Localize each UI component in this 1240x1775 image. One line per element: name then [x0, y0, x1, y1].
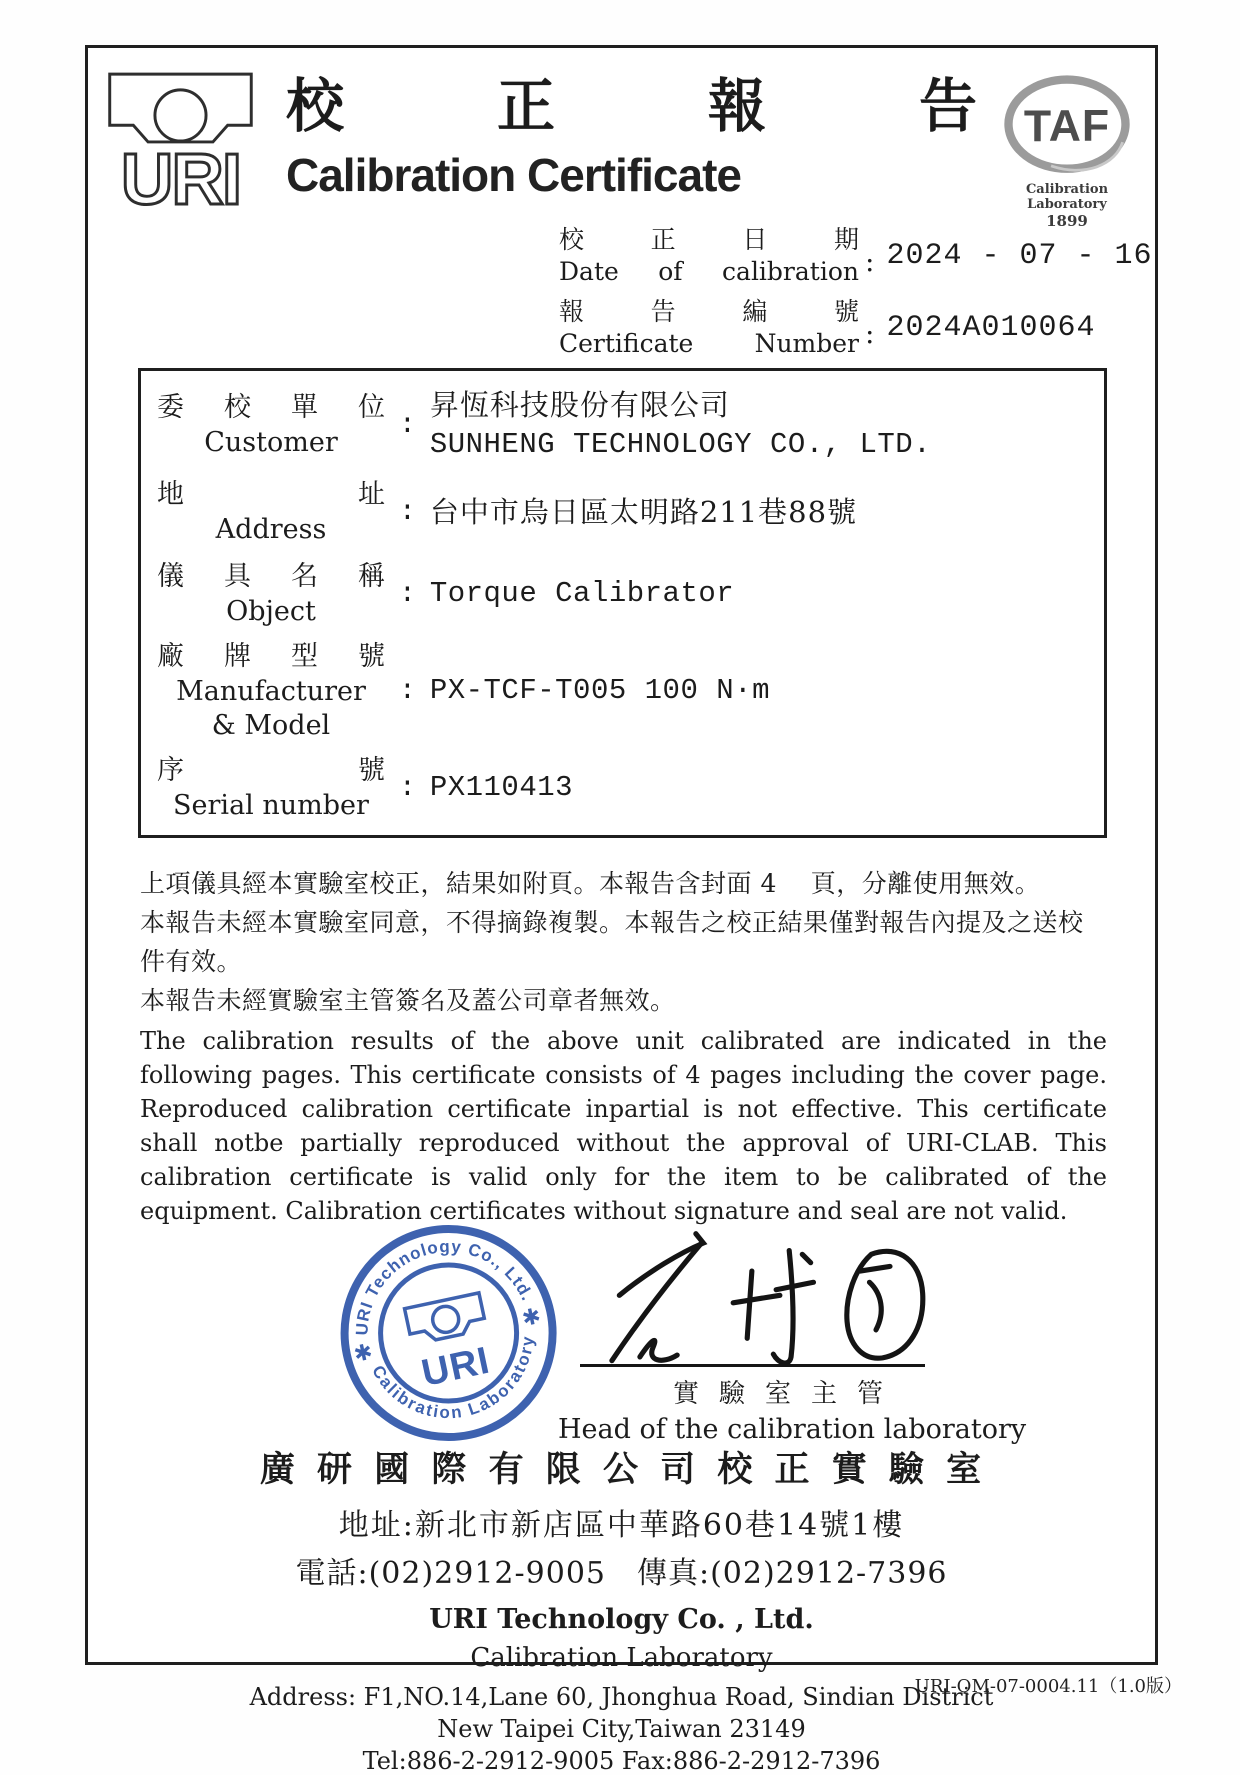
lab-address-en: Address: F1,NO.14,Lane 60, Jhonghua Road, Sindian District [249, 1683, 994, 1711]
colon: : [399, 675, 416, 707]
manufacturer-label-zh: 廠 牌 型 號 [157, 641, 385, 672]
calibration-date-label-en: Date of calibration [559, 257, 859, 286]
calibration-date-row [559, 224, 1153, 288]
meta-block [559, 224, 1153, 360]
manufacturer-label [157, 639, 385, 743]
title-english: Calibration Certificate [286, 149, 741, 201]
supervisor-title-zh: 實 驗 室 主 管 [673, 1379, 883, 1409]
title-chinese: 校 正 報 告 [286, 72, 977, 140]
manufacturer-model-text: PX-TCF-T005 100 N·m [429, 674, 770, 707]
object-value [430, 574, 734, 614]
supervisor-title-en: Head of the calibration laboratory [558, 1414, 1027, 1445]
colon: : [865, 244, 875, 278]
calibration-date-label-zh: 校 正 日 期 [559, 225, 859, 254]
certificate-number-value: 2024A010064 [886, 311, 1096, 345]
table-row-customer [141, 379, 1104, 471]
statement-zh-line2: 本報告未經本實驗室同意，不得摘錄複製。本報告之校正結果僅對報告內提及之送校件有效。 [140, 908, 1084, 976]
customer-label-zh: 委 校 單 位 [157, 392, 385, 423]
taf-year: 1899 [1046, 212, 1088, 230]
calibration-date-value: 2024 - 07 - 16 [886, 239, 1153, 273]
statement-english: The calibration results of the above unit calibrated are indicated in the following pages. This certificate consists of 4 pages including the cover page. Reproduced calibration certificate inpartial is not effective. This certificate shall notbe partially reproduced without the approval of URI-CLAB. This calibration certificate is valid only for the item to be calibrated of the equipment. Calibration certificates without signature and seal are not valid. [140, 1027, 1107, 1225]
signature-block [558, 1230, 1027, 1445]
uri-logo-text: URI [120, 138, 241, 214]
table-row-object [141, 553, 1104, 635]
statement-zh-line3: 本報告未經實驗室主管簽名及蓋公司章者無效。 [140, 986, 676, 1015]
taf-logo-icon [997, 74, 1137, 178]
customer-value [430, 385, 931, 465]
stamp-center-text: URI [418, 1339, 494, 1395]
address-label-zh: 地 址 [157, 479, 385, 510]
title-block [266, 64, 991, 202]
table-row-address [141, 471, 1104, 553]
certificate-number-row [559, 296, 1119, 360]
manufacturer-label-en: Manufacturer [176, 676, 366, 707]
stamp-star-left-icon: ✱ [351, 1339, 375, 1368]
uri-logo-icon [94, 64, 266, 214]
taf-block [991, 74, 1143, 230]
colon: : [399, 409, 416, 441]
signoff-area [88, 1228, 1155, 1445]
colon: : [399, 578, 416, 610]
statement-zh-line1: 上項儀具經本實驗室校正，結果如附頁。本報告含封面 4 頁，分離使用無效。 [140, 869, 1041, 898]
lab-name-en: URI Technology Co. , Ltd. [429, 1604, 814, 1635]
serial-label-zh: 序 號 [157, 755, 385, 786]
document-code: URI-QM-07-0004.11（1.0版） [914, 1676, 1182, 1697]
customer-name-en: SUNHENG TECHNOLOGY CO., LTD. [429, 428, 932, 461]
serial-value [430, 768, 573, 808]
instrument-info-table [138, 368, 1107, 838]
uri-logo [94, 64, 266, 218]
laboratory-info [88, 1442, 1155, 1775]
manufacturer-label-en2: & Model [211, 710, 331, 741]
address-label-en: Address [215, 514, 327, 545]
taf-label: Calibration Laboratory [1025, 182, 1109, 212]
certificate-number-label-zh: 報 告 編 號 [559, 297, 859, 326]
lab-tel-en: Tel:886-2-2912-9005 Fax:886-2-2912-7396 [362, 1747, 881, 1775]
taf-logo-text: TAF [1023, 101, 1111, 151]
address-value [430, 492, 857, 532]
address-text: 台中市烏日區太明路211巷88號 [429, 495, 858, 529]
address-label [157, 477, 385, 547]
serial-text: PX110413 [429, 771, 574, 804]
customer-label [157, 390, 385, 460]
signature-line [580, 1364, 925, 1367]
uri-lab-stamp [315, 1199, 584, 1471]
serial-label-en: Serial number [173, 790, 369, 821]
table-row-manufacturer-model [141, 635, 1104, 747]
object-label [157, 559, 385, 629]
lab-address-zh: 地址:新北市新店區中華路60巷14號1樓 [338, 1508, 905, 1543]
stamp-star-right-icon: ✱ [519, 1303, 544, 1333]
lab-city-en: New Taipei City,Taiwan 23149 [437, 1715, 806, 1743]
certificate-number-label [559, 296, 859, 360]
customer-label-en: Customer [204, 427, 338, 458]
object-text: Torque Calibrator [429, 577, 735, 610]
colon: : [399, 496, 416, 528]
lab-name-zh: 廣 研 國 際 有 限 公 司 校 正 實 驗 室 [259, 1449, 984, 1490]
object-label-en: Object [226, 596, 316, 627]
certificate-number-label-en: Certificate Number [559, 329, 859, 358]
header [88, 48, 1155, 230]
stamp-top-text: URI Technology Co., Ltd. [352, 1236, 538, 1336]
colon: : [399, 772, 416, 804]
colon: : [865, 316, 875, 350]
table-row-serial [141, 747, 1104, 829]
object-label-zh: 儀 具 名 稱 [157, 561, 385, 592]
calibration-date-label [559, 224, 859, 288]
lab-dept-en: Calibration Laboratory [470, 1643, 773, 1673]
signature-icon [578, 1230, 978, 1370]
uri-lab-stamp-icon [315, 1199, 583, 1467]
lab-phone-zh: 電話:(02)2912-9005 傳真:(02)2912-7396 [295, 1556, 948, 1591]
stamp-bottom-text: Calibration Laboratory [368, 1333, 538, 1423]
serial-label [157, 753, 385, 823]
manufacturer-model-value [430, 671, 770, 711]
statement-chinese [140, 864, 1107, 1020]
customer-name-zh: 昇恆科技股份有限公司 [429, 388, 730, 422]
